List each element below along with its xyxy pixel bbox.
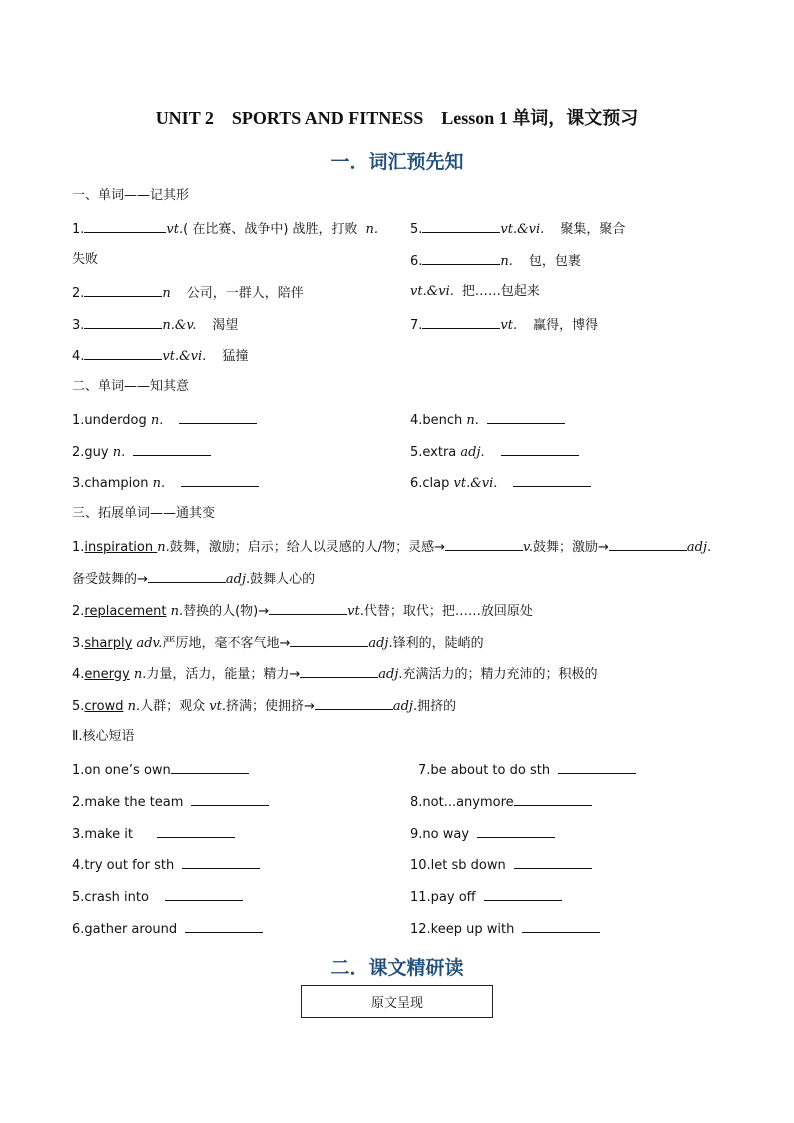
part1-item-6-continued	[410, 283, 540, 301]
answer-blank[interactable]	[269, 601, 347, 615]
part-of-speech: n.	[466, 413, 479, 428]
answer-blank[interactable]	[84, 283, 162, 297]
part3-item-5: 5.crowd n.人群；观众 vt.挤满；使拥挤→ adj.拥挤的	[72, 696, 456, 716]
word: 2.guy	[72, 445, 109, 460]
section-heading-text-reading: 二．课文精研读	[330, 957, 464, 979]
phrase-item-5: 5.crash into	[72, 887, 243, 907]
word: 1.underdog	[72, 413, 147, 428]
part3-heading: 三、拓展单词——通其变	[72, 506, 216, 521]
part3-item-3: 3.sharply adv.严厉地，毫不客气地→ adj.锋利的，陡峭的	[72, 633, 484, 653]
phrase-item-7: 7.be about to do sth	[418, 760, 636, 780]
phrase-item-6: 6.gather around	[72, 919, 263, 939]
answer-blank[interactable]	[84, 315, 162, 329]
item-number: 2.	[72, 286, 85, 301]
phrase-item-4: 4.try out for sth	[72, 855, 260, 875]
answer-blank[interactable]	[182, 855, 260, 869]
word: sharply	[84, 636, 133, 651]
meaning: ( 在比赛、战争中) 战胜，打败	[183, 222, 358, 237]
phrase-item-11: 11.pay off	[410, 887, 562, 907]
answer-blank[interactable]	[558, 760, 636, 774]
answer-blank[interactable]	[133, 442, 211, 456]
answer-blank[interactable]	[513, 473, 591, 487]
answer-blank[interactable]	[157, 824, 235, 838]
word: 6.clap	[410, 476, 450, 491]
answer-blank[interactable]	[487, 410, 565, 424]
part-of-speech: vt.&vi.	[500, 222, 545, 237]
part1-item-6	[410, 251, 581, 271]
word: replacement	[84, 604, 167, 619]
answer-blank[interactable]	[445, 537, 523, 551]
part1-item-4	[72, 346, 248, 366]
answer-blank[interactable]	[165, 887, 243, 901]
part2-item-5	[410, 442, 579, 462]
part-of-speech: n.&v.	[162, 318, 197, 333]
meaning: 赢得，博得	[533, 318, 599, 333]
phrase-item-3: 3.make it	[72, 824, 235, 844]
answer-blank[interactable]	[422, 219, 500, 233]
part2-item-1	[72, 410, 257, 430]
meaning: 把……包起来	[461, 284, 540, 299]
part1-heading: 一、单词——记其形	[72, 188, 190, 203]
part-of-speech: vt.&vi.	[453, 476, 498, 491]
word: inspiration	[84, 540, 158, 555]
part-of-speech: vt.&vi.	[162, 349, 207, 364]
answer-blank[interactable]	[522, 919, 600, 933]
answer-blank[interactable]	[148, 569, 226, 583]
part-of-speech: n.	[500, 254, 513, 269]
answer-blank[interactable]	[477, 824, 555, 838]
meaning: 包，包裹	[528, 254, 581, 269]
answer-blank[interactable]	[484, 887, 562, 901]
word: 3.champion	[72, 476, 149, 491]
phrase-item-1: 1.on one’s own	[72, 760, 249, 780]
meaning: 猛撞	[222, 349, 249, 364]
part3-item-4: 4.energy n.力量，活力，能量；精力→ adj.充满活力的；精力充沛的；积极的	[72, 664, 598, 684]
word: 5.extra	[410, 445, 457, 460]
part1-item-2	[72, 283, 304, 303]
phrase-item-9: 9.no way	[410, 824, 555, 844]
word: 4.bench	[410, 413, 463, 428]
part-of-speech: n.	[150, 413, 164, 428]
answer-blank[interactable]	[181, 473, 259, 487]
answer-blank[interactable]	[514, 855, 592, 869]
part1-item-1	[72, 219, 378, 239]
phrase-item-8: 8.not...anymore	[410, 792, 592, 812]
part-of-speech: vt.	[500, 318, 518, 333]
item-number: 5.	[410, 222, 423, 237]
answer-blank[interactable]	[179, 410, 257, 424]
answer-blank[interactable]	[315, 696, 393, 710]
part1-item-1-continued: 失败	[72, 252, 99, 267]
original-text-box	[301, 985, 493, 1018]
part-of-speech: vt.&vi.	[410, 284, 454, 299]
phrase-item-2: 2.make the team	[72, 792, 269, 812]
part3-item-2: 2.replacement n.替换的人(物)→ vt.代替；取代；把……放回原处	[72, 601, 533, 621]
item-number: 7.	[410, 318, 423, 333]
answer-blank[interactable]	[191, 792, 269, 806]
answer-blank[interactable]	[514, 792, 592, 806]
part-of-speech: n.	[112, 445, 126, 460]
item-number: 1.	[72, 222, 85, 237]
answer-blank[interactable]	[501, 442, 579, 456]
part-of-speech: n.	[365, 222, 379, 237]
answer-blank[interactable]	[84, 219, 166, 233]
part-of-speech: adj.	[460, 445, 485, 460]
part-of-speech: n.	[152, 476, 166, 491]
part2-item-6	[410, 473, 591, 493]
part4-heading: Ⅱ.核心短语	[72, 729, 135, 744]
meaning: 聚集，聚合	[560, 222, 626, 237]
part1-item-7	[410, 315, 598, 335]
section-heading-vocabulary: 一．词汇预先知	[330, 151, 464, 173]
answer-blank[interactable]	[171, 760, 249, 774]
phrase-item-12: 12.keep up with	[410, 919, 600, 939]
part1-item-5	[410, 219, 625, 239]
part3-item-1: 1.inspiration n.鼓舞，激励；启示；给人以灵感的人/物；灵感→ v.鼓舞；激励→ adj.	[72, 537, 711, 557]
answer-blank[interactable]	[290, 633, 368, 647]
box-label: 原文呈现	[370, 996, 423, 1011]
item-number: 3.	[72, 318, 85, 333]
part-of-speech: vt.	[166, 222, 184, 237]
meaning: 渴望	[212, 318, 239, 333]
part-of-speech: n	[162, 286, 171, 301]
part2-item-2	[72, 442, 211, 462]
part2-heading: 二、单词——知其意	[72, 379, 190, 394]
meaning: 公司，一群人，陪伴	[186, 286, 304, 301]
phrase-item-10: 10.let sb down	[410, 855, 592, 875]
part3-item-1-continued: 备受鼓舞的→ adj.鼓舞人心的	[72, 569, 315, 589]
answer-blank[interactable]	[422, 315, 500, 329]
item-number: 6.	[410, 254, 423, 269]
answer-blank[interactable]	[422, 251, 500, 265]
answer-blank[interactable]	[300, 664, 378, 678]
part1-item-3	[72, 315, 238, 335]
part2-item-3	[72, 473, 259, 493]
answer-blank[interactable]	[185, 919, 263, 933]
part2-item-4	[410, 410, 565, 430]
item-number: 4.	[72, 349, 85, 364]
word: energy	[84, 667, 130, 682]
answer-blank[interactable]	[609, 537, 687, 551]
word: crowd	[84, 699, 124, 714]
answer-blank[interactable]	[84, 346, 162, 360]
page-title: UNIT 2 SPORTS AND FITNESS Lesson 1 单词，课文预习	[155, 108, 639, 128]
